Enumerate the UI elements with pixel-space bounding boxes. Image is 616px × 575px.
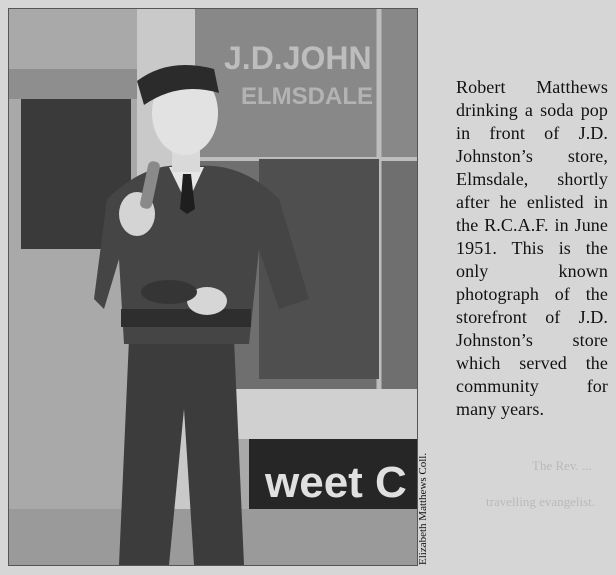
- photo-caption: Robert Matthews drinking a soda pop in front of J.D. Johnston’s store, Elmsdale, shortly after he enlisted in the R.C.A.F. in June 1951. This is the only known photograph of the storefront of J.D. Johnston’s store which served the community for many years.: [456, 77, 608, 419]
- photograph: [8, 8, 418, 566]
- window-sign-line-2: ELMSDALE: [241, 83, 373, 110]
- bleed-through-text-2: travelling evangelist.: [486, 494, 596, 509]
- bleed-through-text-1: The Rev. ...: [532, 458, 592, 473]
- photo-credit: Elizabeth Matthews Coll.: [417, 452, 429, 565]
- photo-illustration: [9, 9, 417, 565]
- window-sign-line-1: J.D.JOHN: [224, 40, 372, 76]
- banner-line-1: weet C: [265, 458, 407, 507]
